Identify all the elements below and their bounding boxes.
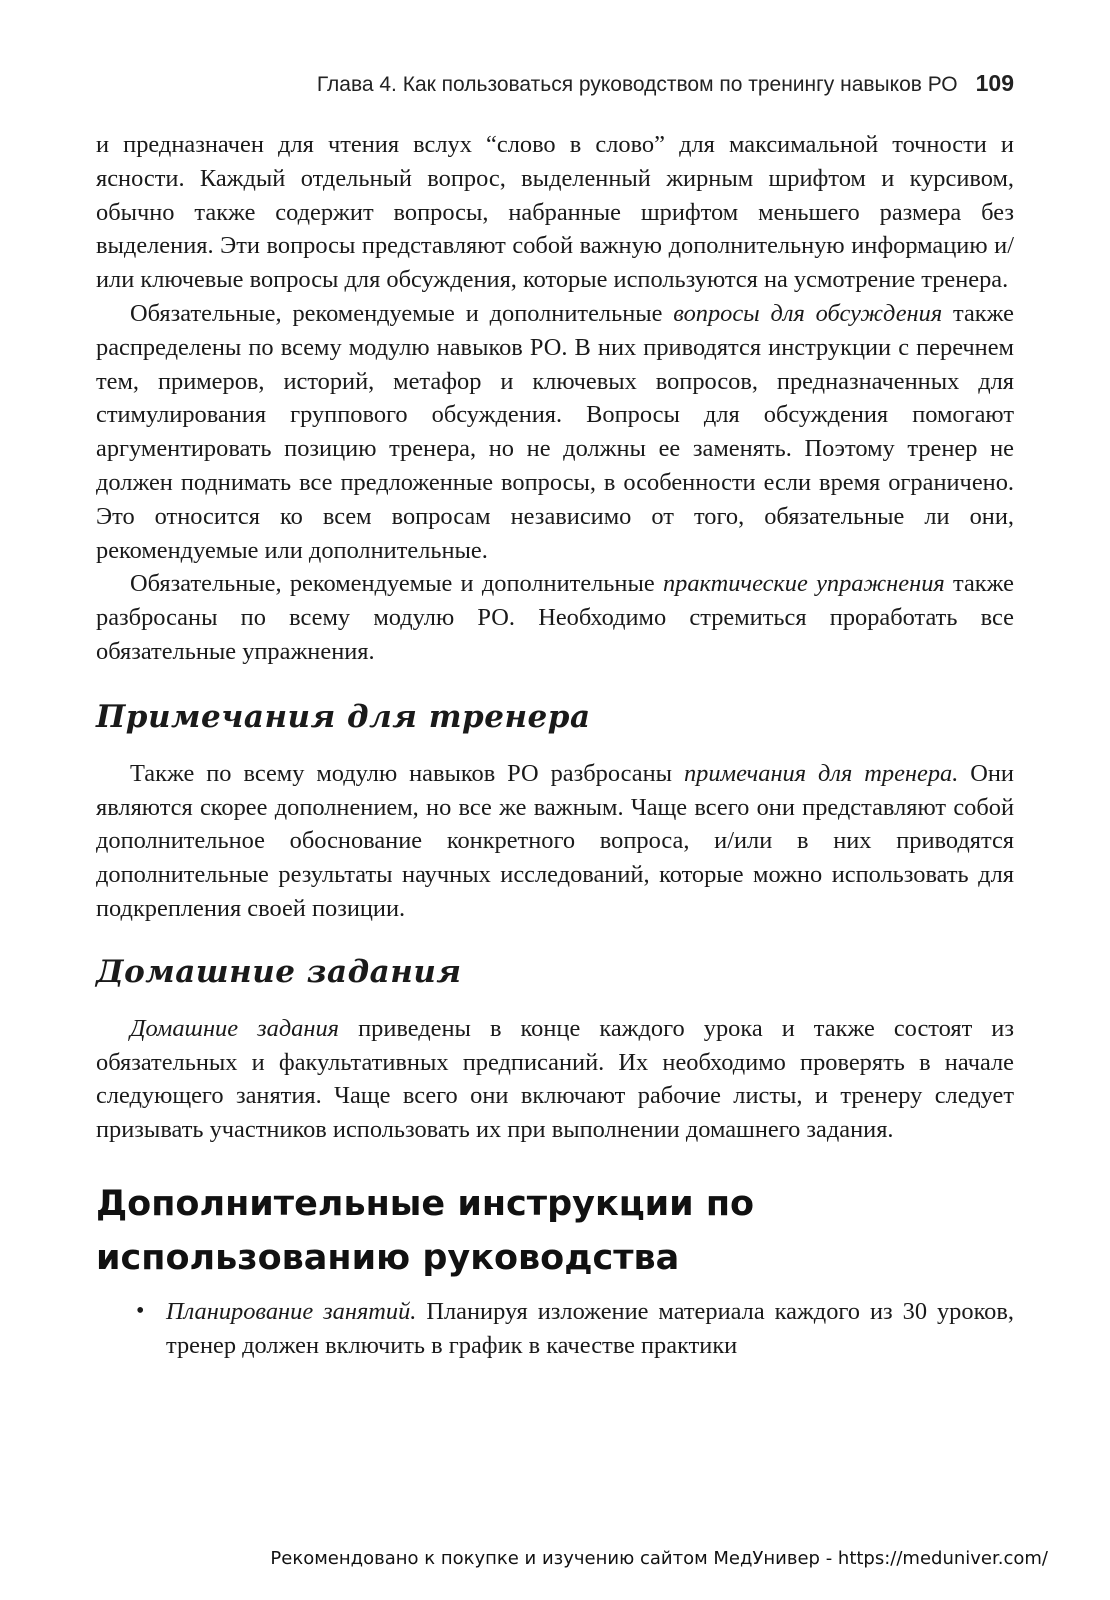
paragraph-rest: также распределены по всему модулю навыков РО. В них приводятся инструкции с перечнем тем, примеров, историй, метафор и ключевых вопросов, предназначенных для стимулирования группового обсуждения. Вопросы для обсуждения помогают аргументировать позицию тренера, но не должны ее заменять. Поэтому тренер не должен поднимать все предложенные вопросы, в особенности если время ограничено. Это относится ко всем вопросам независимо от того, обязательные ли они, рекомендуемые или дополнительные. xyxy=(96,299,1014,564)
paragraph-lead: Обязательные, рекомендуемые и дополнительные xyxy=(130,299,674,327)
section-heading: Дополнительные инструкции по использованию руководства xyxy=(96,1183,755,1278)
paragraph-rest: Они являются скорее дополнением, но все же важным. Чаще всего они представляют собой дополнительное обоснование конкретного вопроса, и/или в них приводятся дополнительные результаты научных исследований, которые можно использовать для подкрепления своей позиции. xyxy=(96,759,1014,922)
term-trainer-notes: примечания для тренера. xyxy=(683,759,959,787)
paragraph-rest: также разбросаны по всему модулю РО. Необходимо стремиться проработать все обязательные упражнения. xyxy=(96,570,1014,665)
heading-homework: Домашние задания xyxy=(96,953,462,990)
term-session-planning: Планирование занятий. xyxy=(166,1297,417,1325)
chapter-title: Глава 4. Как пользоваться руководством по тренингу навыков РО xyxy=(316,73,958,96)
paragraph-rest: приведены в конце каждого урока и также состоят из обязательных и факультативных предписаний. Их необходимо проверять в начале следующего занятия. Чаще всего они включают рабочие листы, и тренеру следует призывать участников использовать их при выполнении домашнего задания. xyxy=(96,1014,1014,1144)
running-head xyxy=(216,70,1014,104)
term-homework: Домашние задания xyxy=(130,1014,340,1042)
paragraph-homework xyxy=(96,1012,1014,1147)
bullet-list xyxy=(96,1295,1014,1363)
paragraph-practice-exercises xyxy=(96,567,1014,668)
list-item xyxy=(96,1295,1014,1363)
paragraph-trainer-notes xyxy=(96,757,1014,926)
footer-note: Рекомендовано к покупке и изучению сайтом МедУнивер - https://meduniver.com/ xyxy=(270,1548,1048,1569)
term-discussion-questions: вопросы для обсуждения xyxy=(673,299,943,327)
paragraph-lead: Обязательные, рекомендуемые и дополнительные xyxy=(130,570,663,598)
paragraph-lead: Также по всему модулю навыков РО разбросаны xyxy=(130,759,684,787)
body-text xyxy=(96,128,1014,1363)
page-number: 109 xyxy=(975,70,1014,96)
list-item-text: Планируя изложение материала каждого из 30 уроков, тренер должен включить в график в качестве практики xyxy=(166,1297,1014,1359)
paragraph-discussion-questions xyxy=(96,297,1014,567)
bullet-icon: • xyxy=(136,1297,145,1324)
heading-trainer-notes: Примечания для тренера xyxy=(96,698,591,735)
term-practice-exercises: практические упражнения xyxy=(662,570,945,598)
paragraph-continued: и предназначен для чтения вслух “слово в слово” для максимальной точности и ясности. Каждый отдельный вопрос, выделенный жирным шрифтом и курсивом, обычно также содержит вопросы, набранные шрифтом меньшего размера без выделения. Эти вопросы представляют собой важную дополнительную информацию и/или ключевые вопросы для обсуждения, которые используются на усмотрение тренера. xyxy=(96,131,1014,294)
